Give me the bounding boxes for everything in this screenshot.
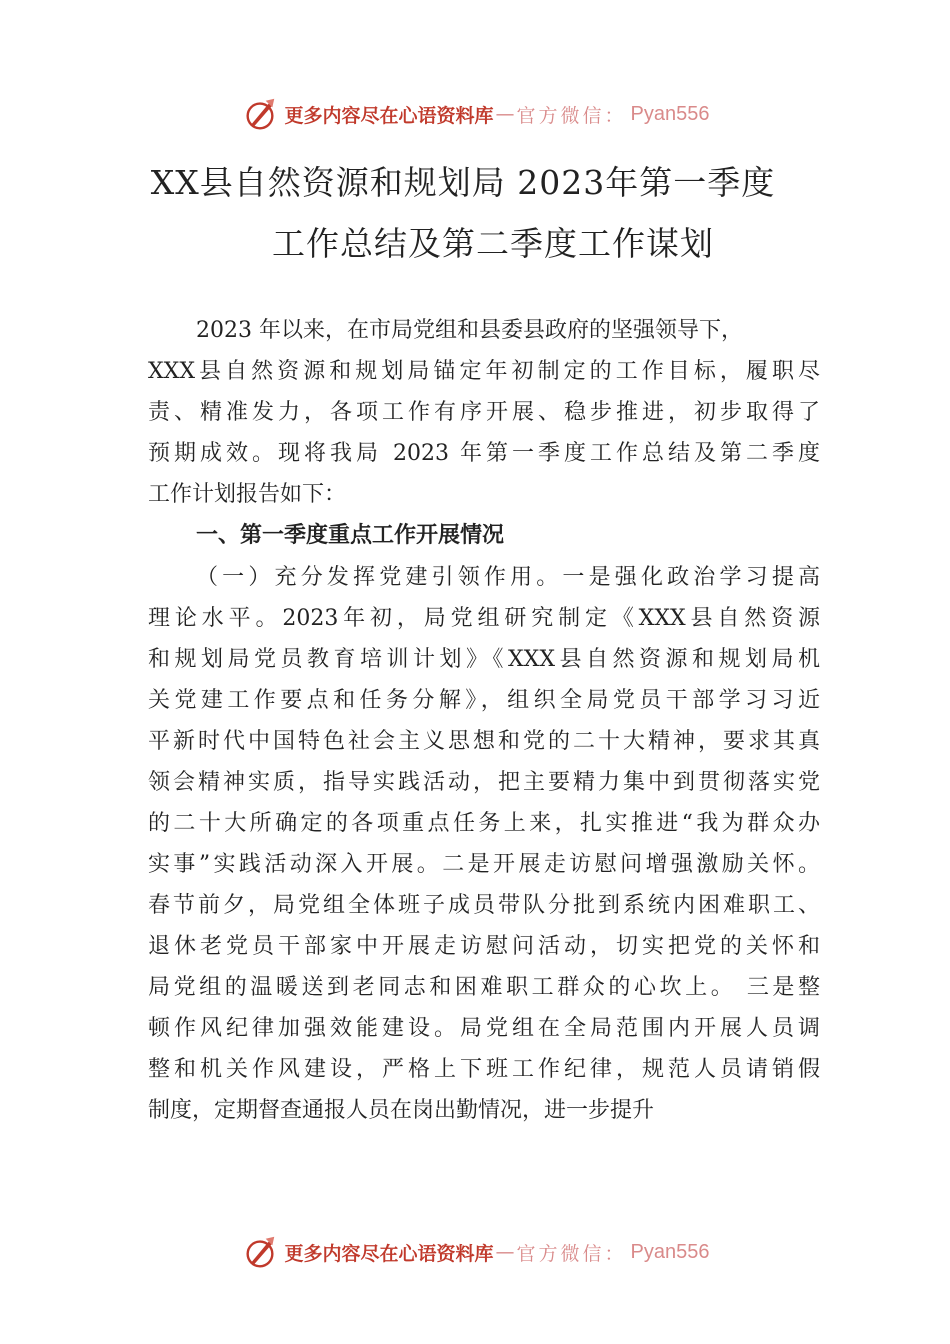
document-title-line-1: XX县自然资源和规划局 2023年第一季度	[150, 163, 776, 202]
watermark-brand: 更多内容尽在心语资料库	[284, 1242, 494, 1265]
paragraph-line: 顿作风纪律加强效能建设。局党组在全局范围内开展人员调	[148, 1016, 820, 1041]
watermark-wechat-id: Pyan556	[630, 1240, 710, 1263]
watermark-label: 官方微信：	[516, 104, 627, 127]
intro-line: 2023 年以来，在市局党组和县委县政府的坚强领导下，	[196, 318, 743, 343]
paragraph-line: 领会精神实质，指导实践活动，把主要精力集中到贯彻落实党	[148, 770, 820, 795]
watermark-wechat-id: Pyan556	[630, 102, 710, 125]
pen-quill-icon	[241, 1233, 279, 1271]
footer-watermark	[0, 1232, 950, 1272]
paragraph-line: 制度，定期督查通报人员在岗出勤情况，进一步提升	[148, 1098, 655, 1123]
paragraph-line: 实事”实践活动深入开展。二是开展走访慰问增强激励关怀。	[148, 852, 820, 877]
watermark-dash: —	[495, 1241, 515, 1263]
watermark-brand: 更多内容尽在心语资料库	[284, 104, 494, 127]
intro-line: 工作计划报告如下：	[148, 482, 347, 507]
paragraph-line: 退休老党员干部家中开展走访慰问活动，切实把党的关怀和	[148, 934, 820, 959]
header-watermark	[0, 94, 950, 134]
intro-line: 责、精准发力，各项工作有序开展、稳步推进，初步取得了	[148, 400, 820, 425]
intro-line: 预期成效。现将我局 2023 年第一季度工作总结及第二季度	[148, 441, 820, 466]
intro-line: XXX县自然资源和规划局锚定年初制定的工作目标，履职尽	[148, 359, 820, 384]
section-heading: 一、第一季度重点工作开展情况	[196, 523, 505, 548]
pen-quill-icon	[241, 95, 279, 133]
paragraph-line: 局党组的温暖送到老同志和困难职工群众的心坎上。 三是整	[148, 975, 820, 1000]
paragraph-line: 整和机关作风建设，严格上下班工作纪律，规范人员请销假	[148, 1057, 820, 1082]
paragraph-line: 平新时代中国特色社会主义思想和党的二十大精神，要求其真	[148, 729, 820, 754]
paragraph-line: （一）充分发挥党建引领作用。一是强化政治学习提高	[196, 565, 820, 590]
document-title-line-2: 工作总结及第二季度工作谋划	[272, 224, 714, 263]
watermark-label: 官方微信：	[516, 1242, 627, 1265]
paragraph-line: 和规划局党员教育培训计划》《XXX县自然资源和规划局机	[148, 647, 820, 672]
paragraph-line: 理论水平。2023年初，局党组研究制定《XXX县自然资源	[148, 606, 820, 631]
watermark-dash: —	[495, 103, 515, 125]
paragraph-line: 春节前夕，局党组全体班子成员带队分批到系统内困难职工、	[148, 893, 820, 918]
paragraph-line: 的二十大所确定的各项重点任务上来，扎实推进“我为群众办	[148, 811, 820, 836]
paragraph-line: 关党建工作要点和任务分解》，组织全局党员干部学习习近	[148, 688, 820, 713]
